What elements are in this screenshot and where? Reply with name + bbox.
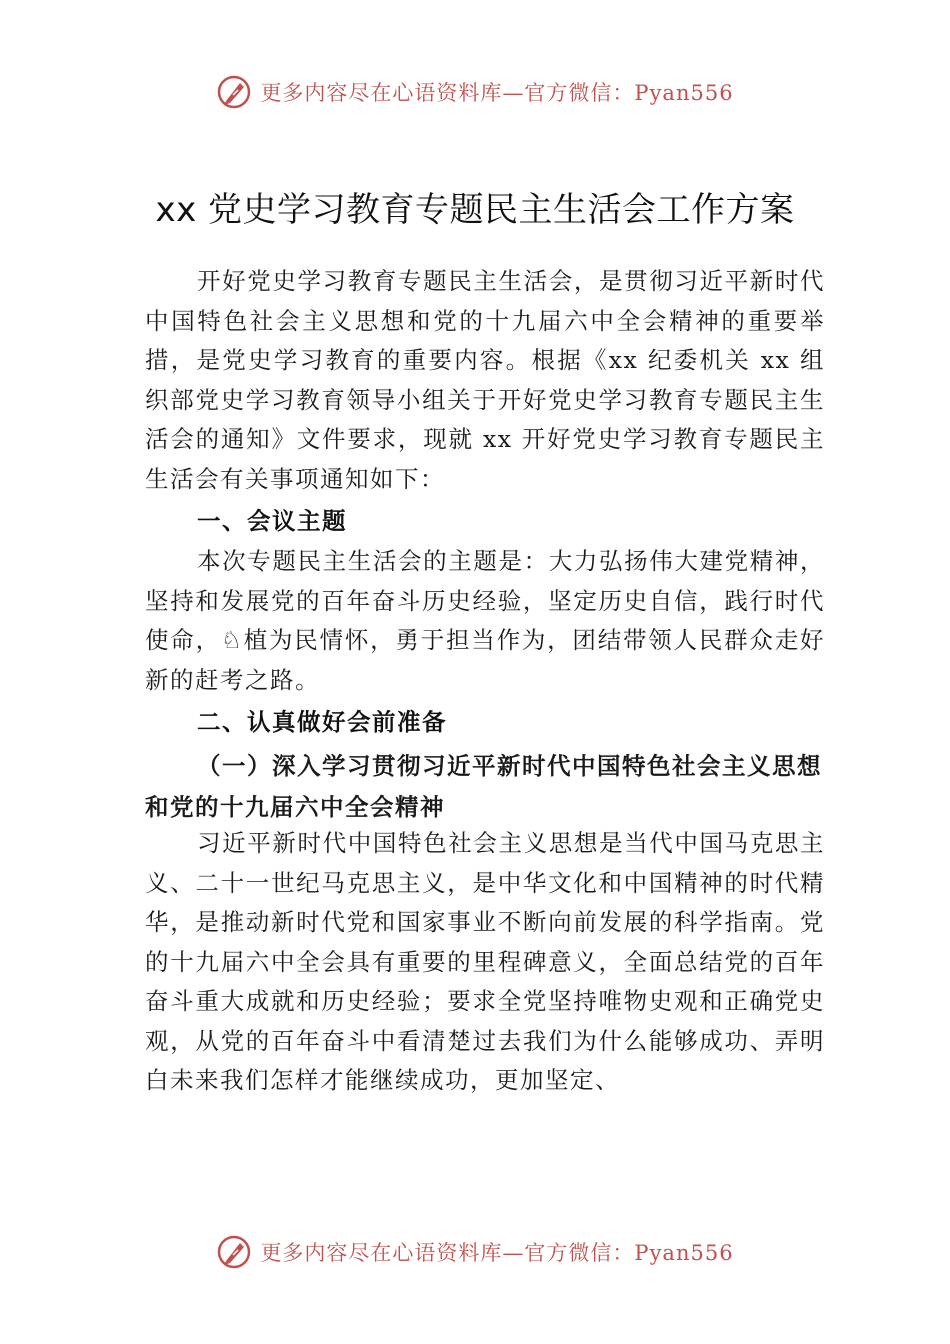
watermark-text: 更多内容尽在心语资料库—官方微信：Pyan556 [260,1241,734,1265]
pen-nib-logo-icon [216,74,252,110]
section-heading-meeting-theme: 一、会议主题 [197,507,347,535]
meeting-theme-paragraph: 本次专题民主生活会的主题是：大力弘扬伟大建党精神，坚持和发展党的百年奋斗历史经验，坚定历史自信，践行时代使命，♘植为民情怀，勇于担当作为，团结带领人民群众走好新的赶考之路。 [145,547,825,694]
watermark-text: 更多内容尽在心语资料库—官方微信：Pyan556 [260,81,734,105]
watermark-banner-top [0,72,950,112]
document-title: xx 党史学习教育专题民主生活会工作方案 [155,190,795,230]
intro-paragraph: 开好党史学习教育专题民主生活会，是贯彻习近平新时代中国特色社会主义思想和党的十九届六中全会精神的重要举措，是党史学习教育的重要内容。根据《xx 纪委机关 xx 组织部党史学习教育领导小组关于开好党史学习教育专题民主生活会的通知》文件要求，现就 xx 开好党史学习教育专题民主生活会有关事项通知如下： [145,267,825,493]
study-paragraph: 习近平新时代中国特色社会主义思想是当代中国马克思主义、二十一世纪马克思主义，是中华文化和中国精神的时代精华，是推动新时代党和国家事业不断向前发展的科学指南。党的十九届六中全会具有重要的里程碑意义，全面总结党的百年奋斗重大成就和历史经验；要求全党坚持唯物史观和正确党史观，从党的百年奋斗中看清楚过去我们为什么能够成功、弄明白未来我们怎样才能继续成功，更加坚定、 [145,829,825,1094]
watermark-banner-bottom [0,1232,950,1272]
subsection-heading-study: （一）深入学习贯彻习近平新时代中国特色社会主义思想和党的十九届六中全会精神 [145,752,822,821]
section-heading-preparation: 二、认真做好会前准备 [197,708,447,736]
pen-nib-logo-icon [216,1234,252,1270]
